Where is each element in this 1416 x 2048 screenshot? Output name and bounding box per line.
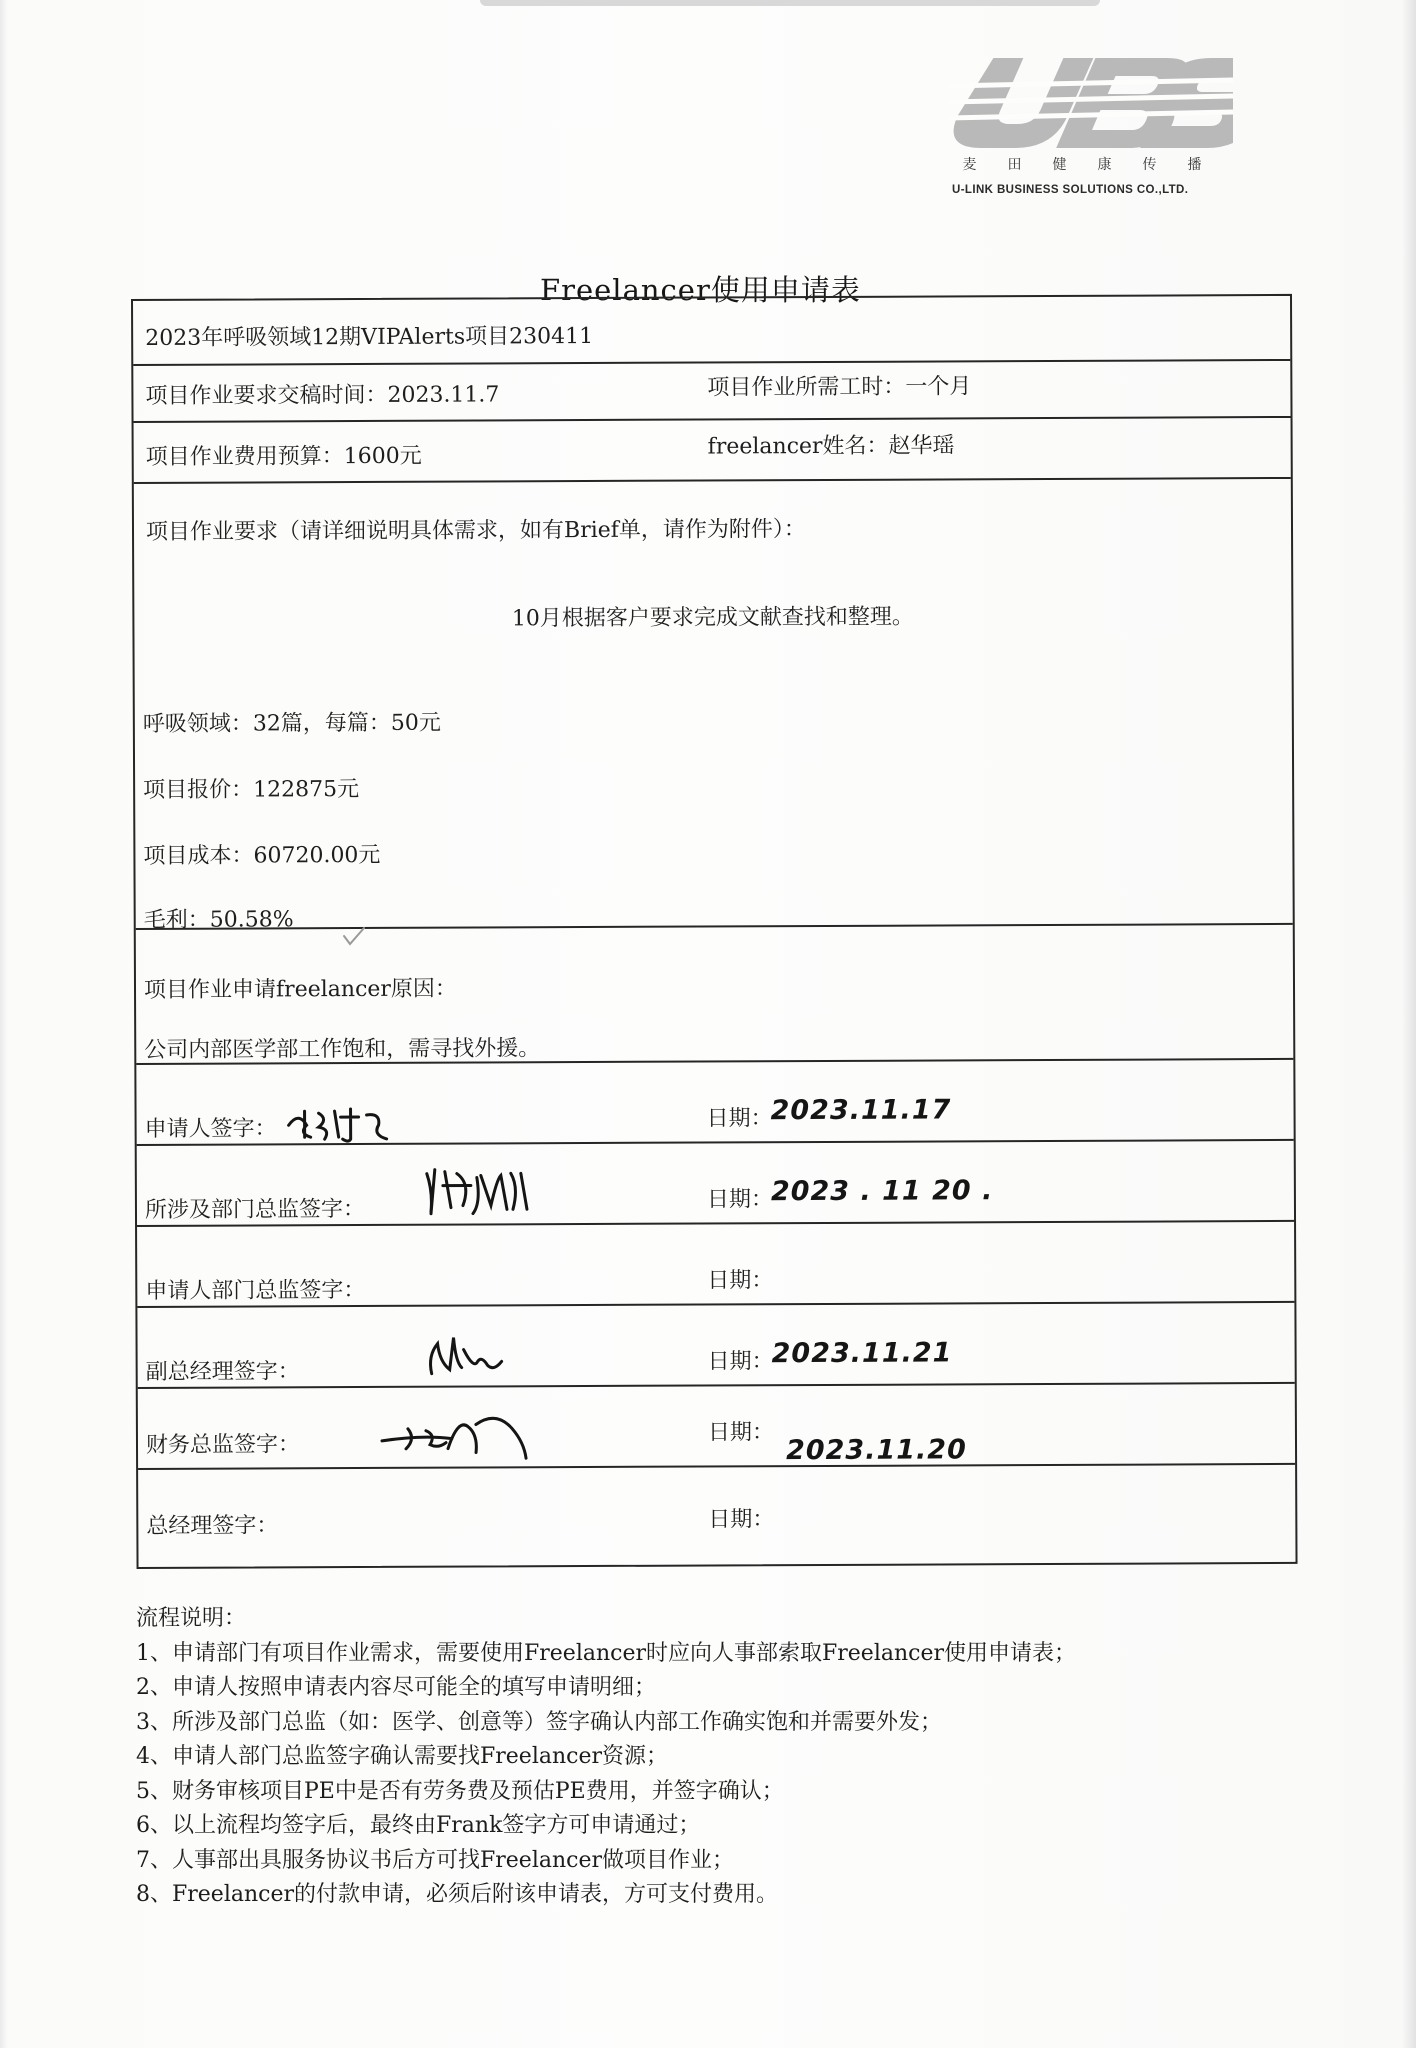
- ubs-logo-mark: [948, 50, 1233, 150]
- signature-label: 申请人签字：: [144, 1116, 277, 1142]
- application-form: [131, 294, 1298, 1569]
- form-row-budget: [134, 417, 1291, 484]
- signature-row-general-manager: [138, 1464, 1295, 1565]
- signature-label: 总经理签字：: [146, 1513, 279, 1539]
- signature-row-involved-director: [137, 1140, 1294, 1227]
- date-label: 日期：: [707, 1349, 774, 1375]
- logo-char: 健: [1052, 157, 1069, 173]
- notes-heading: 流程说明：: [136, 1606, 247, 1631]
- date-label: 日期：: [706, 1106, 773, 1132]
- signature-row-deputy-gm: [137, 1302, 1294, 1389]
- signature-label: 所涉及部门总监签字：: [144, 1196, 366, 1223]
- date-label: 日期：: [708, 1507, 775, 1533]
- logo-char: 麦: [962, 157, 979, 173]
- notes-item: 4、申请人部门总监签字确认需要找Freelancer资源；: [136, 1744, 668, 1769]
- logo-char: 传: [1142, 157, 1159, 173]
- signature-row-applicant-director: [137, 1221, 1294, 1308]
- notes-item: 1、申请部门有项目作业需求，需要使用Freelancer时应向人事部索取Freelancer使用申请表；: [136, 1640, 1076, 1666]
- work-hours-field: 项目作业所需工时：一个月: [707, 374, 972, 401]
- notes-item: 7、人事部出具服务协议书后方可找Freelancer做项目作业；: [136, 1847, 734, 1873]
- logo-char: 播: [1187, 157, 1204, 173]
- requirements-label: 项目作业要求（请详细说明具体需求，如有Brief单，请作为附件）：: [145, 517, 806, 545]
- paper-edge-shadow: [480, 0, 1100, 6]
- form-row-project-name: [133, 296, 1290, 366]
- notes-item: 2、申请人按照申请表内容尽可能全的填写申请明细；: [136, 1675, 656, 1700]
- detail-line: 项目报价：122875元: [143, 777, 360, 803]
- date-label: 日期：: [706, 1187, 774, 1213]
- signature-row-finance-director: [138, 1383, 1295, 1470]
- reason-label: 项目作业申请freelancer原因：: [143, 976, 457, 1003]
- form-row-deadline: [133, 360, 1290, 423]
- company-logo: [948, 50, 1233, 210]
- notes-item: 3、所涉及部门总监（如：医学、创意等）签字确认内部工作确实饱和并需要外发；: [136, 1709, 942, 1735]
- logo-english-name: U-LINK BUSINESS SOLUTIONS CO.,LTD.: [952, 184, 1189, 196]
- logo-char: 田: [1007, 157, 1024, 173]
- reason-text: 公司内部医学部工作饱和，需寻找外援。: [144, 1036, 541, 1063]
- form-row-reason: [136, 924, 1294, 1065]
- handwritten-date: 2023 . 11 20 .: [770, 1175, 994, 1208]
- deadline-field: 项目作业要求交稿时间：2023.11.7: [145, 382, 500, 409]
- handwritten-date: 2023.11.20: [785, 1434, 967, 1467]
- logo-char: 康: [1097, 157, 1114, 173]
- signature-row-applicant: [136, 1059, 1293, 1146]
- signature-label: 副总经理签字：: [145, 1359, 300, 1385]
- handwritten-signature-applicant: [285, 1103, 395, 1143]
- freelancer-name-field: freelancer姓名：赵华瑶: [707, 433, 955, 460]
- notes-item: 6、以上流程均签字后，最终由Frank签字方可申请通过；: [136, 1813, 701, 1838]
- detail-line: 毛利：50.58%: [143, 907, 294, 933]
- handwritten-signature-finance-director: [378, 1408, 558, 1465]
- signature-label: 财务总监签字：: [145, 1432, 301, 1458]
- logo-chinese-name: [948, 154, 1218, 174]
- document-title: Freelancer使用申请表: [540, 273, 861, 307]
- handwritten-signature-deputy-gm: [424, 1329, 514, 1379]
- form-row-requirements: [134, 478, 1293, 933]
- date-label: 日期：: [707, 1420, 775, 1446]
- handwritten-check-mark: [340, 922, 370, 952]
- handwritten-date: 2023.11.17: [770, 1094, 952, 1127]
- signature-label: 申请人部门总监签字：: [145, 1277, 366, 1304]
- date-label: 日期：: [707, 1268, 774, 1294]
- detail-line: 呼吸领域：32篇，每篇：50元: [142, 710, 441, 737]
- process-notes: [136, 1602, 1076, 1913]
- notes-item: 8、Freelancer的付款申请，必须后附该申请表，方可支付费用。: [136, 1882, 778, 1907]
- project-name: 2023年呼吸领域12期VIPAlerts项目230411: [145, 323, 594, 351]
- handwritten-signature-involved-director: [421, 1163, 541, 1220]
- detail-line: 项目成本：60720.00元: [143, 842, 381, 869]
- notes-item: 5、财务审核项目PE中是否有劳务费及预估PE费用，并签字确认；: [136, 1778, 784, 1804]
- requirements-text: 10月根据客户要求完成文献查找和整理。: [511, 604, 914, 632]
- budget-field: 项目作业费用预算：1600元: [145, 443, 422, 470]
- handwritten-date: 2023.11.21: [771, 1337, 953, 1370]
